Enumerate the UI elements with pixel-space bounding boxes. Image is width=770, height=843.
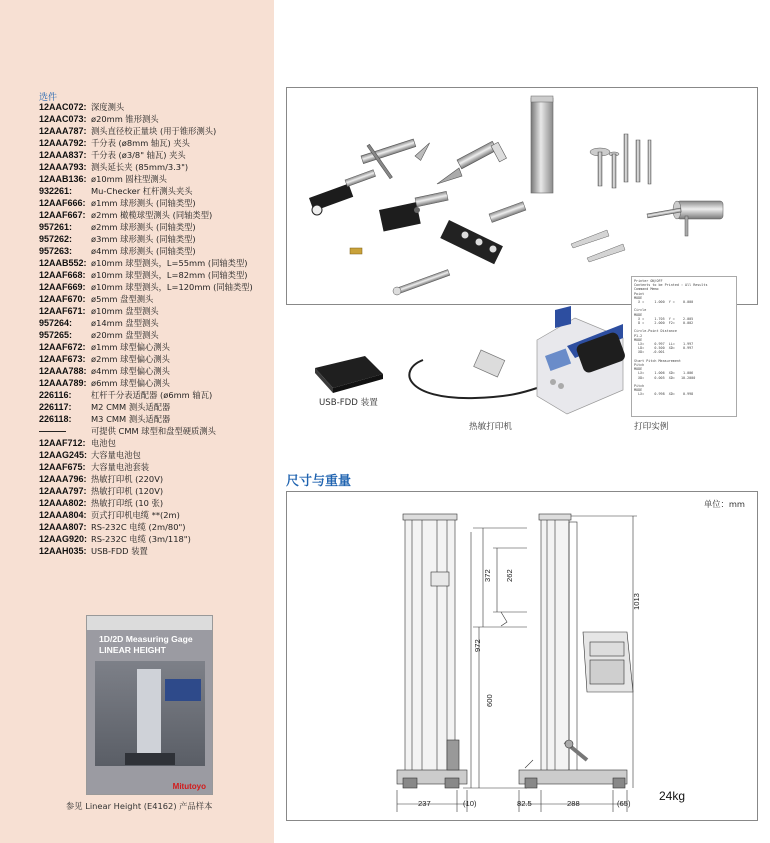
accessories-illustration (287, 88, 758, 305)
sidebar (0, 0, 274, 843)
option-item (39, 449, 271, 461)
option-item (39, 533, 271, 545)
option-description: ø4mm 球形测头 (同轴类型) (91, 246, 196, 256)
option-item (39, 413, 271, 425)
option-item (39, 461, 271, 473)
option-description: ø20mm 盘型测头 (91, 330, 159, 340)
option-item (39, 377, 271, 389)
brochure-product-photo (95, 661, 205, 766)
option-code: 226116: (39, 390, 72, 400)
option-item (39, 233, 271, 245)
thermal-printer (537, 306, 627, 414)
option-item (39, 473, 271, 485)
depth-probe-block (531, 98, 553, 193)
option-description: ø10mm 圆柱型测头 (91, 174, 167, 184)
option-code: 12AAA788: (39, 366, 87, 376)
option-code: 12AAA793: (39, 162, 87, 172)
side-view (519, 514, 633, 788)
indicator-holder-small (309, 170, 376, 215)
option-item (39, 161, 271, 173)
option-description: ø6mm 球型偏心测头 (91, 378, 170, 388)
option-item (39, 341, 271, 353)
option-item (39, 257, 271, 269)
option-description: 热敏打印纸 (10 张) (91, 498, 164, 508)
option-description: ø4mm 球型偏心测头 (91, 366, 170, 376)
option-item (39, 281, 271, 293)
brochure-title-line2: LINEAR HEIGHT (99, 645, 166, 655)
option-code: 12AAF712: (39, 438, 86, 448)
option-item (39, 497, 271, 509)
offset-probe (647, 201, 723, 236)
printout-caption: 打印实例 (634, 422, 669, 432)
option-item (39, 317, 271, 329)
option-description: ø3mm 球形测头 (同轴类型) (91, 234, 196, 244)
probe-adapter (350, 248, 362, 254)
option-description: RS-232C 电缆 (3m/118") (91, 534, 191, 544)
option-code: 12AAA804: (39, 510, 87, 520)
option-code: 932261: (39, 186, 73, 196)
option-item (39, 149, 271, 161)
brochure-caption: 参见 Linear Height (E4162) 产品样本 (66, 801, 213, 811)
brochure-logo: Mitutoyo (172, 782, 206, 791)
weight-label: 24kg (659, 789, 686, 803)
option-item (39, 101, 271, 113)
option-code: 12AAA807: (39, 522, 87, 532)
option-description: ø10mm 球型测头，L=55mm (同轴类型) (91, 258, 248, 268)
dim-262: 262 (505, 569, 514, 582)
option-description: ø2mm 球形测头 (同轴类型) (91, 222, 196, 232)
option-code: 12AAH035: (39, 546, 87, 556)
option-item (39, 509, 271, 521)
option-item (39, 305, 271, 317)
option-code: 12AAA789: (39, 378, 87, 388)
option-item (39, 401, 271, 413)
option-description: 千分表 (ø8mm 轴瓦) 夹头 (91, 138, 190, 148)
option-code: 12AAF669: (39, 282, 86, 292)
option-item (39, 425, 271, 437)
option-code: ——— (39, 426, 66, 436)
option-description: 页式打印机电缆 **(2m) (91, 510, 180, 520)
printer-cable (409, 360, 537, 398)
dim-972: 972 (473, 639, 482, 652)
option-description: Mu-Checker 杠杆测头夹头 (91, 186, 193, 196)
cylinder-probe (437, 141, 507, 184)
option-item (39, 545, 271, 557)
option-description: 热敏打印机 (120V) (91, 486, 164, 496)
printer-caption: 热敏打印机 (469, 422, 512, 432)
option-code: 12AAF668: (39, 270, 86, 280)
option-code: 12AAA792: (39, 138, 87, 148)
option-code: 957262: (39, 234, 73, 244)
option-item (39, 125, 271, 137)
option-code: 12AAF672: (39, 342, 86, 352)
option-description: ø14mm 盘型测头 (91, 318, 159, 328)
indicator-holder-large (379, 191, 448, 231)
option-description: ø1mm 球型偏心测头 (91, 342, 170, 352)
option-description: 测头直径校正量块 (用于锥形测头) (91, 126, 217, 136)
option-item (39, 197, 271, 209)
option-item (39, 209, 271, 221)
option-description: ø2mm 球型偏心测头 (91, 354, 170, 364)
brochure-cover-image (86, 615, 213, 795)
option-description: USB-FDD 装置 (91, 546, 148, 556)
option-item (39, 245, 271, 257)
option-item (39, 521, 271, 533)
option-code: 12AAC072: (39, 102, 87, 112)
option-description: 杠杆千分表适配器 (ø6mm 轴瓦) (91, 390, 213, 400)
option-item (39, 485, 271, 497)
option-item (39, 269, 271, 281)
option-code: 226117: (39, 402, 72, 412)
option-description: ø10mm 球型测头，L=120mm (同轴类型) (91, 282, 253, 292)
option-code: 12AAF673: (39, 354, 86, 364)
option-code: 12AAG245: (39, 450, 88, 460)
option-item (39, 137, 271, 149)
option-item (39, 113, 271, 125)
option-item (39, 353, 271, 365)
option-code: 12AAA787: (39, 126, 87, 136)
ball-probe (393, 270, 450, 295)
option-description: ø2mm 橄榄球型测头 (同轴类型) (91, 210, 213, 220)
option-description: ø20mm 锥形测头 (91, 114, 159, 124)
option-item (39, 365, 271, 377)
option-code: 12AAF666: (39, 198, 86, 208)
option-item (39, 329, 271, 341)
option-description: 测头延长夹 (85mm/3.3") (91, 162, 189, 172)
option-description: 大容量电池包 (91, 450, 141, 460)
option-description: M2 CMM 测头适配器 (91, 402, 171, 412)
option-description: 深度测头 (91, 102, 125, 112)
brochure-title (99, 634, 209, 656)
usb-fdd-device (315, 356, 383, 393)
disc-probes (590, 134, 651, 188)
dimensions-heading: 尺寸与重量 (286, 474, 352, 489)
option-code: 957265: (39, 330, 73, 340)
option-code: 12AAA797: (39, 486, 87, 496)
dimension-drawing (287, 492, 759, 822)
option-item (39, 389, 271, 401)
options-heading: 选件 (39, 93, 58, 103)
option-item (39, 293, 271, 305)
dim-288: 288 (567, 799, 580, 808)
option-item (39, 437, 271, 449)
unit-label: 单位：mm (703, 499, 745, 509)
option-description: RS-232C 电缆 (2m/80") (91, 522, 186, 532)
option-code: 12AAG920: (39, 534, 88, 544)
dim-372: 372 (483, 569, 492, 582)
option-description: M3 CMM 测头适配器 (91, 414, 171, 424)
accessories-photo (286, 87, 758, 305)
option-item (39, 221, 271, 233)
option-description: ø10mm 球型测头，L=82mm (同轴类型) (91, 270, 248, 280)
option-item (39, 185, 271, 197)
usb-fdd-caption: USB-FDD 装置 (319, 398, 378, 408)
printout-sample: Printer ON/OFF Contents to be Printed : All Results Command Memo Point MODE X = 1.000 Y = 0.000 Circle MODE X = 1.705 Y = 2.005 D = 2.000 F2= 0.002 Circle-Point Distance P1-2 MODE LX= 0.997 LL= 1.997 LD= 0.500 XD= 0.997 XD= -0.001 Start Pitch Measurement Pitch MODE LX= 1.006 XD= 1.006 XD= 0.005 XD= 10.2000 Pitch MODE LX= 0.998 XD= 0.998 (631, 276, 737, 417)
option-description: ø1mm 球形测头 (同轴类型) (91, 198, 196, 208)
dim-600: 600 (485, 694, 494, 707)
option-code: 957264: (39, 318, 73, 328)
conical-probes (571, 230, 625, 262)
option-description: 大容量电池套装 (91, 462, 150, 472)
option-code: 12AAA796: (39, 474, 87, 484)
front-view (397, 514, 467, 788)
option-code: 12AAF675: (39, 462, 86, 472)
option-description: 热敏打印机 (220V) (91, 474, 164, 484)
option-code: 957263: (39, 246, 73, 256)
option-code: 12AAF670: (39, 294, 86, 304)
probe-extension-holder (440, 202, 526, 265)
options-list (39, 101, 271, 557)
brochure-header-strip (87, 616, 213, 630)
option-code: 12AAF671: (39, 306, 86, 316)
option-description: 可提供 CMM 球型和盘型硬质测头 (91, 426, 216, 436)
option-code: 226118: (39, 414, 72, 424)
option-description: 千分表 (ø3/8" 轴瓦) 夹头 (91, 150, 186, 160)
option-code: 12AAB136: (39, 174, 87, 184)
dim-82-5: 82.5 (517, 799, 532, 808)
dim-1013: 1013 (632, 593, 641, 610)
option-code: 12AAF667: (39, 210, 86, 220)
dim-65: (65) (617, 799, 631, 808)
option-code: 12AAC073: (39, 114, 87, 124)
horizontal-dimensions (397, 790, 627, 812)
printer-connector (474, 350, 505, 377)
option-code: 12AAA837: (39, 150, 87, 160)
option-item (39, 173, 271, 185)
dim-10: (10) (463, 799, 477, 808)
option-description: ø5mm 盘型测头 (91, 294, 154, 304)
option-description: ø10mm 盘型测头 (91, 306, 159, 316)
dim-237: 237 (418, 799, 431, 808)
option-code: 12AAA802: (39, 498, 87, 508)
option-code: 957261: (39, 222, 73, 232)
option-code: 12AAB552: (39, 258, 87, 268)
brochure-title-line1: 1D/2D Measuring Gage (99, 634, 193, 644)
dimensions-drawing-panel (286, 491, 758, 821)
option-description: 电池包 (91, 438, 116, 448)
